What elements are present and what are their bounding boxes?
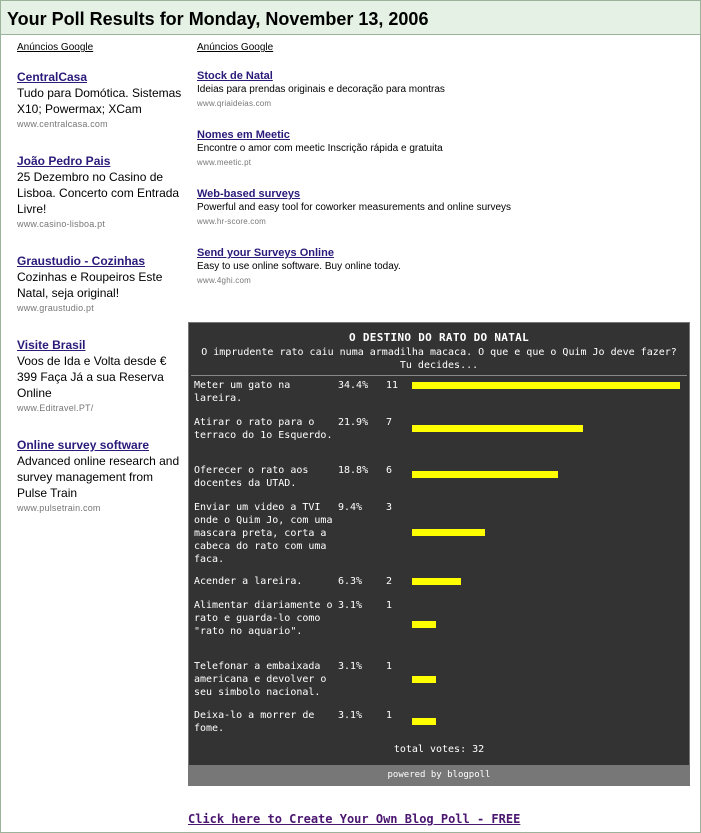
- option-label: Deixa-lo a morrer de fome.: [194, 710, 315, 734]
- ad-stock-de-natal[interactable]: [197, 69, 517, 111]
- left-ads-column: [17, 42, 182, 537]
- ads-label-left[interactable]: Anúncios Google: [17, 42, 94, 53]
- ads-label-mid[interactable]: Anúncios Google: [197, 42, 274, 53]
- ad-url[interactable]: www.Editravel.PT/: [17, 403, 94, 413]
- poll-divider: [191, 375, 687, 376]
- ad-title[interactable]: João Pedro Pais: [17, 154, 111, 168]
- ad-visite-brasil[interactable]: [17, 337, 182, 415]
- ad-desc: Powerful and easy tool for coworker measurements and online surveys: [197, 202, 512, 213]
- option-count: 7: [386, 417, 393, 428]
- option-count: 11: [386, 380, 399, 391]
- ad-centralcasa[interactable]: [17, 69, 182, 131]
- option-percent: 3.1%: [338, 661, 363, 672]
- ad-desc: Voos de Ida e Volta desde € 399 Faça Já a sua Reserva Online: [17, 354, 167, 400]
- option-label: Atirar o rato para o terraco do 1o Esquerdo.: [194, 417, 333, 441]
- option-percent: 6.3%: [338, 576, 363, 587]
- ad-joao-pedro-pais[interactable]: [17, 153, 182, 231]
- ad-title[interactable]: Graustudio - Cozinhas: [17, 254, 146, 268]
- option-count: 2: [386, 576, 393, 587]
- option-label: Telefonar a embaixada americana e devolver o seu simbolo nacional.: [194, 661, 327, 698]
- option-label: Meter um gato na lareira.: [194, 380, 291, 404]
- ad-url[interactable]: www.centralcasa.com: [17, 119, 108, 129]
- ad-online-survey[interactable]: [17, 437, 182, 515]
- mid-ads-column: [197, 42, 517, 305]
- option-bar: [412, 529, 485, 536]
- option-percent: 9.4%: [338, 502, 363, 513]
- option-percent: 3.1%: [338, 600, 363, 611]
- ad-nomes-em-meetic[interactable]: [197, 128, 517, 170]
- ad-title[interactable]: Web-based surveys: [197, 188, 301, 200]
- option-count: 6: [386, 465, 393, 476]
- ad-url[interactable]: www.pulsetrain.com: [17, 503, 101, 513]
- ad-graustudio[interactable]: [17, 253, 182, 315]
- option-bar: [412, 718, 436, 725]
- option-count: 3: [386, 502, 393, 513]
- ad-desc: Easy to use online software. Buy online today.: [197, 261, 401, 272]
- option-count: 1: [386, 710, 393, 721]
- page-title: Your Poll Results for Monday, November 13, 2006: [7, 9, 429, 29]
- option-bar: [412, 382, 680, 389]
- option-percent: 34.4%: [338, 380, 369, 391]
- option-percent: 21.9%: [338, 417, 369, 428]
- ad-title[interactable]: Send your Surveys Online: [197, 247, 334, 259]
- ad-url[interactable]: www.hr-score.com: [197, 217, 266, 226]
- ad-title[interactable]: Nomes em Meetic: [197, 129, 290, 141]
- ad-title[interactable]: Stock de Natal: [197, 70, 273, 82]
- total-votes: total votes: 32: [393, 744, 485, 755]
- option-bar: [412, 425, 583, 432]
- ad-url[interactable]: www.qriaideias.com: [197, 99, 272, 108]
- ad-url[interactable]: www.meetic.pt: [197, 158, 252, 167]
- ad-desc: Advanced online research and survey management from Pulse Train: [17, 454, 180, 500]
- option-percent: 3.1%: [338, 710, 363, 721]
- create-poll-link[interactable]: Click here to Create Your Own Blog Poll - FREE: [188, 812, 521, 826]
- option-bar: [412, 621, 436, 628]
- option-bar: [412, 676, 436, 683]
- ad-desc: Encontre o amor com meetic Inscrição rápida e gratuita: [197, 143, 443, 154]
- ad-desc: Tudo para Domótica. Sistemas X10; Powermax; XCam: [17, 86, 182, 116]
- poll-results-box: [188, 322, 690, 786]
- poll-question: O imprudente rato caiu numa armadilha macaca. O que e que o Quim Jo deve fazer? Tu decides...: [201, 347, 677, 371]
- ad-desc: Ideias para prendas originais e decoração para montras: [197, 84, 445, 95]
- ad-url[interactable]: www.graustudio.pt: [17, 303, 94, 313]
- option-bar: [412, 578, 461, 585]
- ad-desc: 25 Dezembro no Casino de Lisboa. Concerto com Entrada Livre!: [17, 170, 180, 216]
- option-count: 1: [386, 600, 393, 611]
- option-label: Oferecer o rato aos docentes da UTAD.: [194, 465, 309, 489]
- option-label: Alimentar diariamente o rato e guarda-lo como "rato no aquario".: [194, 600, 333, 637]
- poll-title: O DESTINO DO RATO DO NATAL: [349, 331, 529, 344]
- option-count: 1: [386, 661, 393, 672]
- page-header: [1, 1, 700, 35]
- ad-title[interactable]: Visite Brasil: [17, 338, 86, 352]
- ad-title[interactable]: CentralCasa: [17, 70, 88, 84]
- ad-desc: Cozinhas e Roupeiros Este Natal, seja original!: [17, 270, 163, 300]
- powered-by-link[interactable]: powered by blogpoll: [189, 765, 689, 785]
- option-bar: [412, 471, 558, 478]
- ad-url[interactable]: www.casino-lisboa.pt: [17, 219, 106, 229]
- ad-url[interactable]: www.4ghi.com: [197, 276, 251, 285]
- option-label: Acender a lareira.: [194, 576, 303, 587]
- option-label: Enviar um video a TVI onde o Quim Jo, com uma mascara preta, corta a cabeca do rato com uma faca.: [194, 502, 333, 565]
- ad-send-surveys-online[interactable]: [197, 246, 517, 288]
- ad-web-based-surveys[interactable]: [197, 187, 517, 229]
- ad-title[interactable]: Online survey software: [17, 438, 150, 452]
- option-percent: 18.8%: [338, 465, 369, 476]
